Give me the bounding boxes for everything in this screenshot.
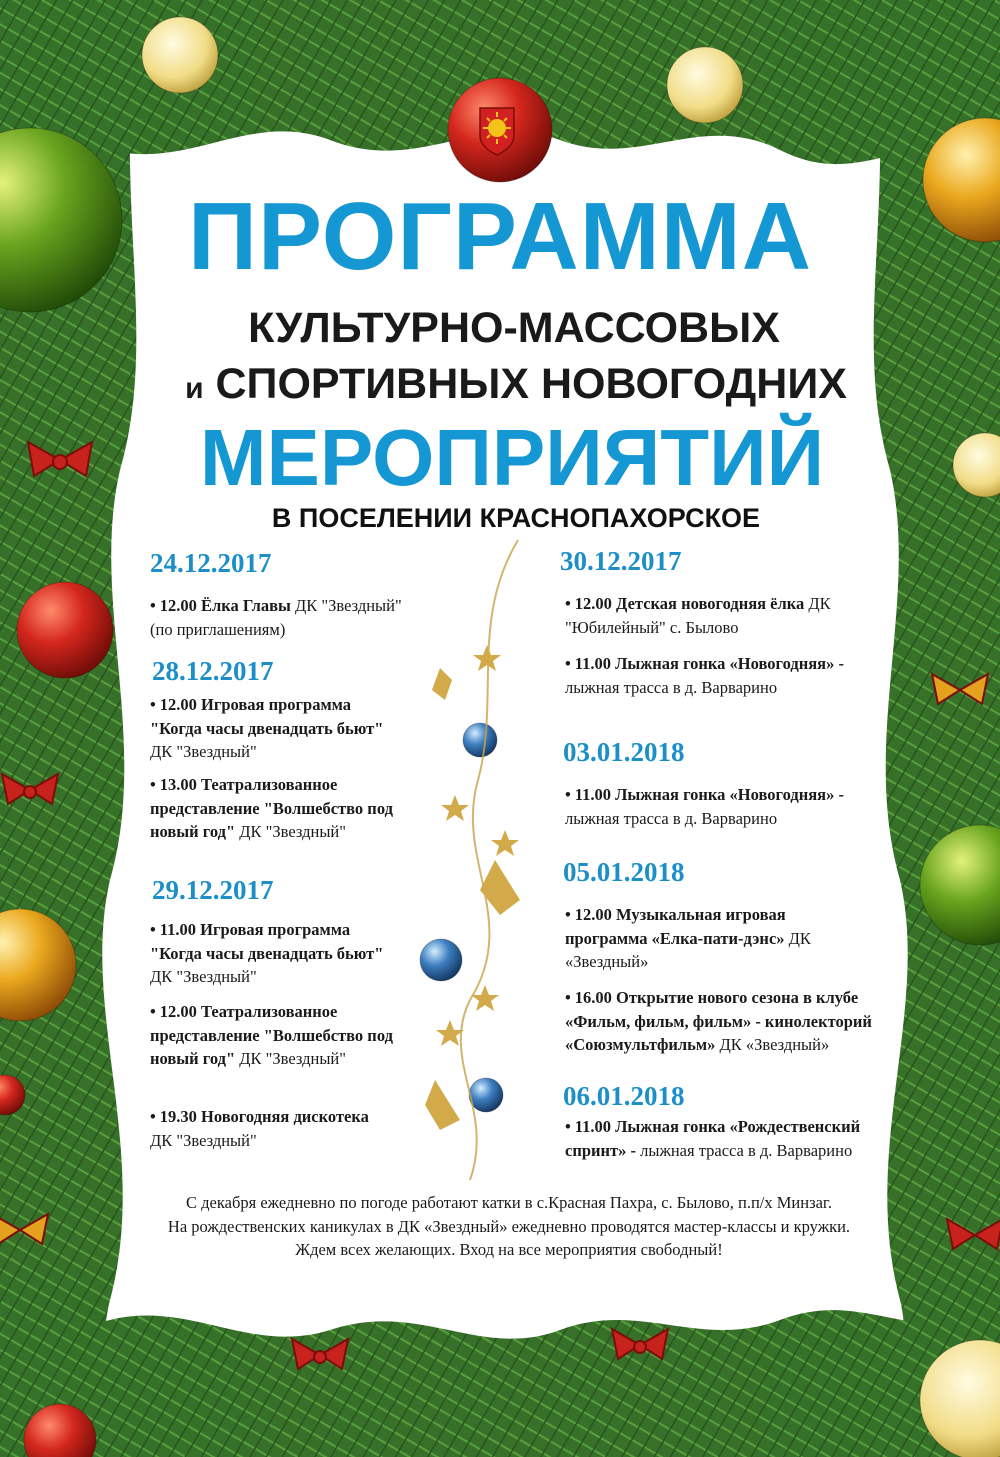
date-heading: 29.12.2017	[152, 875, 274, 905]
subtitle-line-1: КУЛЬТУРНО-МАССОВЫХ	[248, 304, 780, 352]
event-item: • 13.00 Театрализованное представление "Волшебство под новый год" ДК "Звездный"	[150, 775, 393, 841]
event-item: • 11.00 Лыжная гонка «Новогодняя» - лыжная трасса в д. Варварино	[565, 785, 844, 828]
date-heading: 06.01.2018	[563, 1081, 685, 1111]
event-item: • 12.00 Театрализованное представление "Волшебство под новый год" ДК "Звездный"	[150, 1002, 393, 1068]
settlement-name: В ПОСЕЛЕНИИ КРАСНОПАХОРСКОЕ	[271, 503, 761, 533]
event-item: • 11.00 Лыжная гонка «Новогодняя» - лыжная трасса в д. Варварино	[565, 654, 844, 697]
date-heading: 05.01.2018	[563, 857, 685, 887]
event-item: • 11.00 Игровая программа "Когда часы двенадцать бьют" ДК "Звездный"	[150, 920, 384, 986]
date-heading: 24.12.2017	[150, 548, 272, 578]
poster-title: ПРОГРАММА	[187, 183, 813, 290]
footer-line: На рождественских каникулах в ДК «Звездный» ежедневно проводятся мастер-классы и кружки.	[167, 1216, 851, 1236]
subtitle-line-2	[16, 358, 1000, 415]
event-item: • 19.30 Новогодняя дискотека ДК "Звездный"	[150, 1107, 369, 1150]
date-heading: 03.01.2018	[563, 737, 685, 767]
footer-line: С декабря ежедневно по погоде работают катки в с.Красная Пахра, с. Былово, п.п/х Минзаг.	[186, 1193, 832, 1212]
event-item: • 16.00 Открытие нового сезона в клубе «Фильм, фильм, фильм» - кинолекторий «Союзмультфильм» ДК «Звездный»	[565, 988, 872, 1054]
event-item: • 12.00 Детская новогодняя ёлка ДК "Юбилейный" с. Былово	[565, 594, 831, 637]
subtitle-line-3: МЕРОПРИЯТИЙ	[199, 413, 825, 502]
footer-line: Ждем всех желающих. Вход на все мероприятия свободный!	[295, 1240, 723, 1259]
event-item: • 12.00 Музыкальная игровая программа «Елка-пати-дэнс» ДК «Звездный»	[565, 905, 811, 971]
date-heading: 30.12.2017	[560, 546, 682, 576]
date-heading: 28.12.2017	[152, 656, 274, 686]
coat-of-arms-icon	[478, 106, 516, 156]
subtitle-line-2-prefix: и	[185, 372, 204, 405]
event-item: • 12.00 Игровая программа "Когда часы двенадцать бьют" ДК "Звездный"	[150, 695, 384, 761]
subtitle-line-2-rest: СПОРТИВНЫХ НОВОГОДНИХ	[215, 360, 847, 408]
footer-notes	[140, 1191, 878, 1262]
event-item: • 11.00 Лыжная гонка «Рождественский спринт» - лыжная трасса в д. Варварино	[565, 1117, 861, 1160]
event-item: • 12.00 Ёлка Главы ДК "Звездный" (по приглашениям)	[150, 596, 402, 639]
